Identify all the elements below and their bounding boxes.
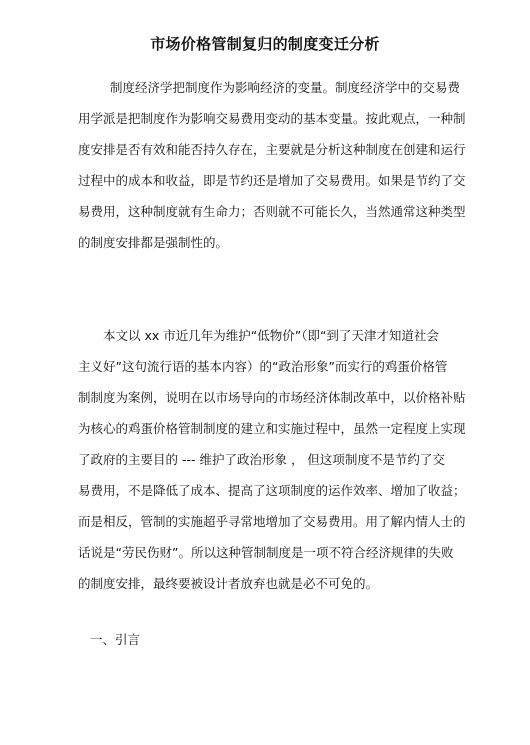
paragraph-line: 度安排是否有效和能否持久存在，主要就是分析这种制度在创建和运行: [78, 142, 466, 157]
paragraph-line: 而是相反，管制的实施超乎寻常地增加了交易费用。用了解内情人士的: [78, 514, 466, 529]
paragraph-line: 制制度为案例，说明在以市场导向的市场经济体制改革中，以价格补贴: [78, 390, 466, 405]
document-title: 市场价格管制复归的制度变迁分析: [150, 35, 380, 53]
paragraph-line: 主义好”这句流行语的基本内容）的“政治形象”而实行的鸡蛋价格管: [78, 359, 448, 374]
paragraph-line: 过程中的成本和收益，即是节约还是增加了交易费用。如果是节约了交: [78, 173, 466, 188]
paragraph-line: 易费用，不是降低了成本、提高了这项制度的运作效率、增加了收益；: [78, 483, 466, 498]
paragraph-line: 制度经济学把制度作为影响经济的变量。制度经济学中的交易费: [110, 80, 461, 95]
paragraph-line: 为核心的鸡蛋价格管制制度的建立和实施过程中，虽然一定程度上实现: [78, 421, 466, 436]
paragraph-line: 用学派是把制度作为影响交易费用变动的基本变量。按此观点，一种制: [78, 111, 466, 126]
section-heading: 一、引言: [90, 632, 141, 647]
paragraph-line: 的制度安排都是强制性的。: [78, 235, 229, 250]
paragraph-line: 本文以 xx 市近几年为维护“低物价”（即“到了天津才知道社会: [103, 328, 439, 343]
paragraph-line: 易费用，这种制度就有生命力；否则就不可能长久，当然通常这种类型: [78, 204, 466, 219]
paragraph-line: 的制度安排，最终要被设计者放弃也就是必不可免的。: [78, 576, 379, 591]
paragraph-line: 了政府的主要目的 --- 维护了政治形象 ， 但这项制度不是节约了交: [78, 452, 445, 467]
paragraph-line: 话说是“劳民伤财”。所以这种管制制度是一项不符合经济规律的失败: [78, 545, 454, 560]
